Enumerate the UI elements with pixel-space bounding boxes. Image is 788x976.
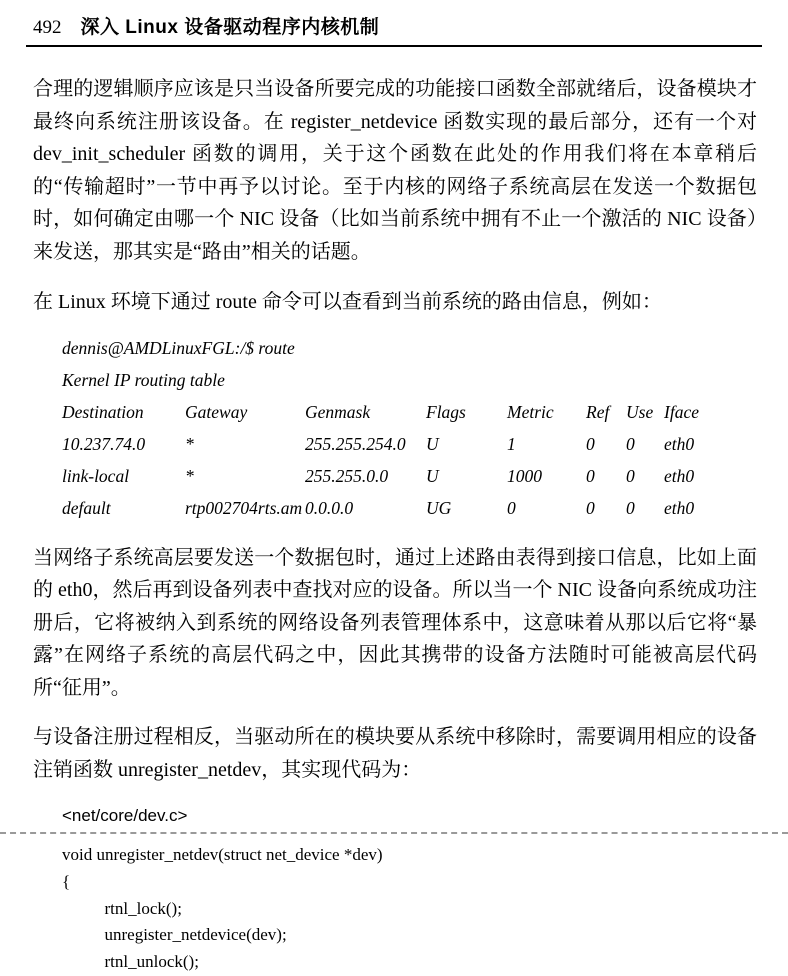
cell-flags: U <box>426 465 439 486</box>
column-header-iface: Iface <box>664 401 699 422</box>
dashed-divider <box>0 832 788 834</box>
cell-flags: U <box>426 433 439 454</box>
column-header-flags: Flags <box>426 401 466 422</box>
paragraph-unregister-intro: 与设备注册过程相反，当驱动所在的模块要从系统中移除时，需要调用相应的设备注销函数 unregister_netdev，其实现代码为： <box>33 726 757 781</box>
book-page <box>0 12 788 972</box>
cell-destination: default <box>62 497 111 518</box>
cell-iface: eth0 <box>664 497 695 518</box>
routing-table-header-row <box>62 396 758 428</box>
cell-destination: link-local <box>62 465 130 486</box>
cell-genmask: 0.0.0.0 <box>305 497 354 518</box>
code-lines <box>62 842 788 976</box>
code-line: { <box>62 871 71 891</box>
cell-iface: eth0 <box>664 433 695 454</box>
book-title: 深入 Linux 设备驱动程序内核机制 <box>80 17 380 38</box>
cell-genmask: 255.255.0.0 <box>305 465 389 486</box>
column-header-gateway: Gateway <box>185 401 248 422</box>
cell-destination: 10.237.74.0 <box>62 433 146 454</box>
code-line: rtnl_lock(); <box>62 898 182 918</box>
cell-iface: eth0 <box>664 465 695 486</box>
routing-table-row <box>62 492 758 524</box>
cell-metric: 1000 <box>507 465 542 486</box>
cell-gateway: * <box>185 433 194 454</box>
cell-genmask: 255.255.254.0 <box>305 433 406 454</box>
code-line: void unregister_netdev(struct net_device *dev) <box>62 845 383 864</box>
running-header <box>26 12 762 47</box>
cell-ref: 0 <box>586 465 595 486</box>
cell-ref: 0 <box>586 433 595 454</box>
code-listing <box>0 805 788 976</box>
routing-table-row <box>62 460 758 492</box>
cell-metric: 0 <box>507 497 516 518</box>
column-header-ref: Ref <box>586 401 610 422</box>
paragraph-route-command-intro: 在 Linux 环境下通过 route 命令可以查看到当前系统的路由信息，例如： <box>33 291 662 313</box>
paragraph-routing-explanation: 当网络子系统高层要发送一个数据包时，通过上述路由表得到接口信息，比如上面的 eth0，然后再到设备列表中查找对应的设备。所以当一个 NIC 设备向系统成功注册后，它将被纳入到系统的网络设备列表管理体系中，这意味着从那以后它将“暴露”在网络子系统的高层代码之中，因此其携带的设备方法随时可能被高层代码所“征用”。 <box>33 546 757 699</box>
cell-use: 0 <box>626 433 635 454</box>
column-header-genmask: Genmask <box>305 401 371 422</box>
cell-ref: 0 <box>586 497 595 518</box>
cell-use: 0 <box>626 465 635 486</box>
cell-flags: UG <box>426 497 452 518</box>
code-line: rtnl_unlock(); <box>62 952 199 972</box>
cell-use: 0 <box>626 497 635 518</box>
cell-metric: 1 <box>507 433 516 454</box>
code-source-file: <net/core/dev.c> <box>62 806 188 825</box>
routing-table-row <box>62 428 758 460</box>
column-header-metric: Metric <box>507 401 554 422</box>
cell-gateway: rtp002704rts.am <box>185 497 303 518</box>
code-line: unregister_netdevice(dev); <box>62 925 287 945</box>
shell-prompt-line: dennis@AMDLinuxFGL:/$ route <box>62 337 295 358</box>
paragraph-registration-logic: 合理的逻辑顺序应该是只当设备所要完成的功能接口函数全部就绪后，设备模块才最终向系统注册该设备。在 register_netdevice 函数实现的最后部分，还有一个对 dev_init_scheduler 函数的调用，关于这个函数在此处的作用我们将在本章稍后的“传输超时”一节中再予以讨论。至于内核的网络子系统高层在发送一个数据包时，如何确定由哪一个 NIC 设备（比如当前系统中拥有不止一个激活的 NIC 设备）来发送，那其实是“路由”相关的话题。 <box>33 78 757 263</box>
cell-gateway: * <box>185 465 194 486</box>
column-header-use: Use <box>626 401 654 422</box>
route-console-output <box>62 332 758 524</box>
column-header-destination: Destination <box>62 401 144 422</box>
page-number: 492 <box>33 17 62 38</box>
routing-table-title: Kernel IP routing table <box>62 369 225 390</box>
